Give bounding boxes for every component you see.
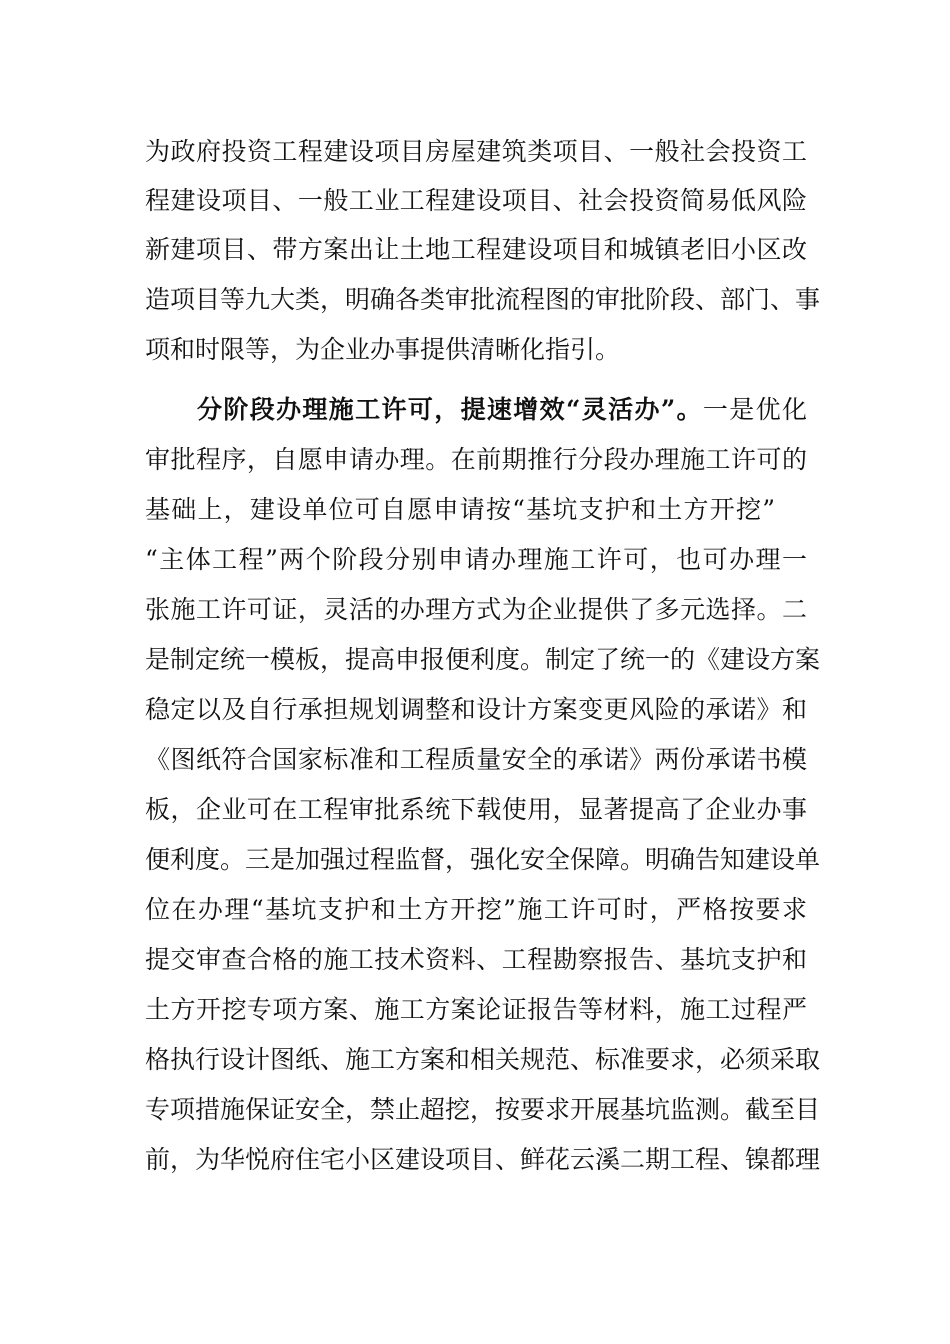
text-line: 土方开挖专项方案、施工方案论证报告等材料，施工过程严 [145, 995, 807, 1024]
text-line: 项和时限等，为企业办事提供清晰化指引。 [145, 335, 621, 364]
text-line: 张施工许可证，灵活的办理方式为企业提供了多元选择。二 [145, 595, 807, 624]
text-line: 是制定统一模板，提高申报便利度。制定了统一的《建设方案 [145, 645, 821, 674]
paragraph-heading: 分阶段办理施工许可，提速增效“灵活办”。 [197, 395, 703, 424]
text-line [197, 395, 807, 425]
text-line: 新建项目、带方案出让土地工程建设项目和城镇老旧小区改 [145, 235, 807, 264]
text-line: 稳定以及自行承担规划调整和设计方案变更风险的承诺》和 [145, 695, 807, 724]
text-line: 格执行设计图纸、施工方案和相关规范、标准要求，必须采取 [145, 1045, 821, 1074]
text-line: 板，企业可在工程审批系统下载使用，显著提高了企业办事 [145, 795, 807, 824]
text-line: 位在办理“基坑支护和土方开挖”施工许可时，严格按要求 [145, 895, 807, 924]
text-line: 前，为华悦府住宅小区建设项目、鲜花云溪二期工程、镍都理 [145, 1145, 821, 1174]
heading-rest: 一是优化 [702, 395, 807, 424]
text-line: “主体工程”两个阶段分别申请办理施工许可，也可办理一 [145, 545, 807, 574]
text-line: 程建设项目、一般工业工程建设项目、社会投资简易低风险 [145, 186, 807, 215]
text-line: 基础上，建设单位可自愿申请按“基坑支护和土方开挖” [145, 495, 775, 524]
text-line: 为政府投资工程建设项目房屋建筑类项目、一般社会投资工 [145, 137, 807, 166]
text-line: 便利度。三是加强过程监督，强化安全保障。明确告知建设单 [145, 845, 821, 874]
text-line: 专项措施保证安全，禁止超挖，按要求开展基坑监测。截至目 [145, 1095, 821, 1124]
text-line: 《图纸符合国家标准和工程质量安全的承诺》两份承诺书模 [145, 745, 807, 774]
text-line: 造项目等九大类，明确各类审批流程图的审批阶段、部门、事 [145, 285, 821, 314]
text-line: 提交审查合格的施工技术资料、工程勘察报告、基坑支护和 [145, 945, 807, 974]
text-line: 审批程序，自愿申请办理。在前期推行分段办理施工许可的 [145, 445, 807, 474]
